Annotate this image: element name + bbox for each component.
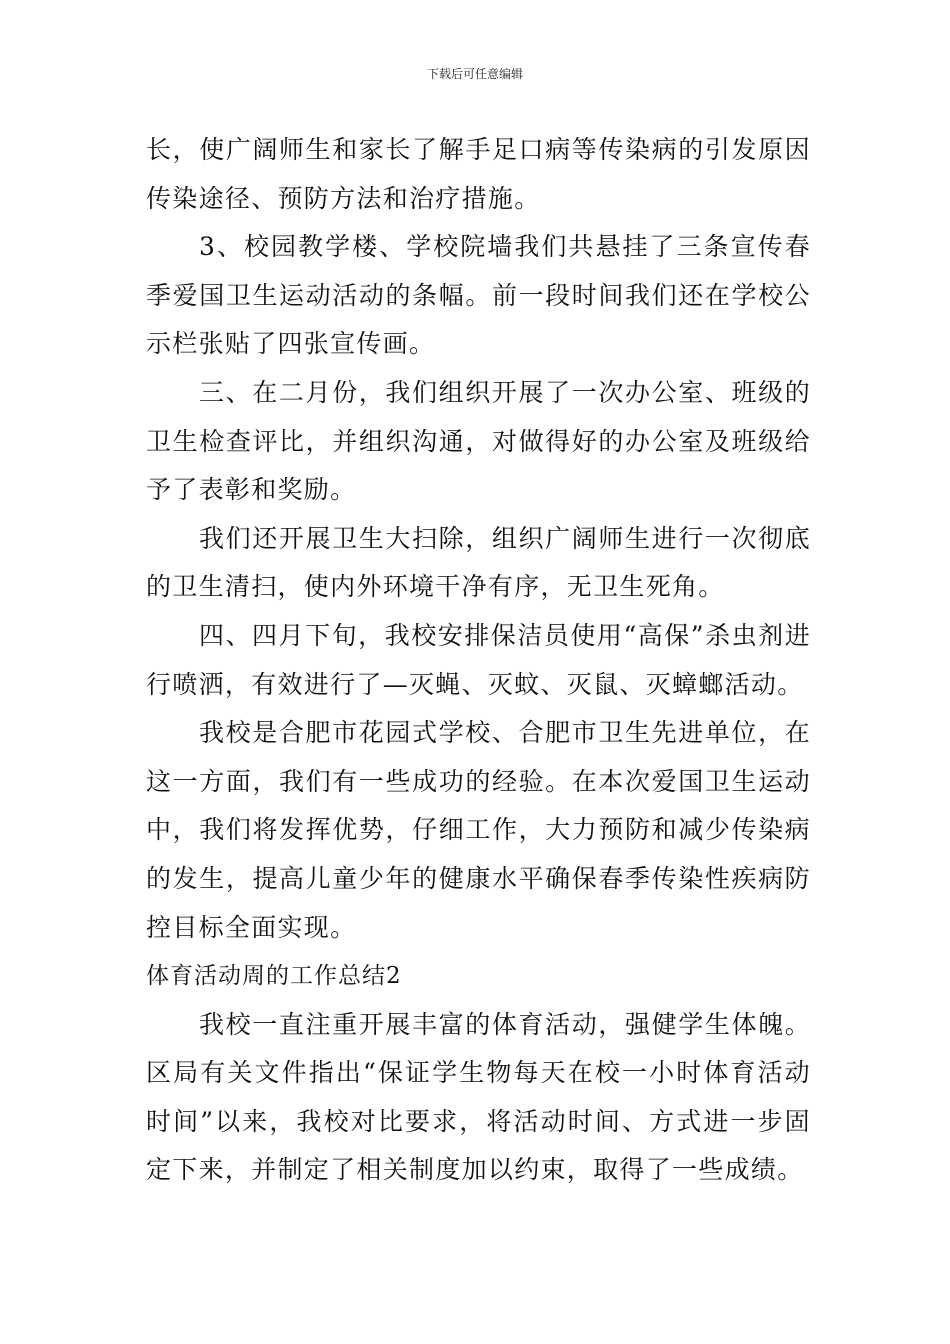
paragraph-spraying: 四、四月下旬，我校安排保洁员使用“高保”杀虫剂进行喷洒，有效进行了—灭蝇、灭蚊、灭鼠、灭蟑螂活动。 [146, 620, 811, 699]
paragraph-banners: 3、校园教学楼、学校院墙我们共悬挂了三条宣传春季爱国卫生运动活动的条幅。前一段时间我们还在学校公示栏张贴了四张宣传画。 [146, 232, 811, 359]
page-header-note: 下载后可任意编辑 [426, 67, 523, 81]
paragraph-continuation: 长，使广阔师生和家长了解手足口病等传染病的引发原因传染途径、预防方法和治疗措施。 [146, 135, 811, 213]
paragraph-cleanup: 我们还开展卫生大扫除，组织广阔师生进行一次彻底的卫生清扫，使内外环境干净有序，无卫生死角。 [146, 523, 811, 602]
paragraph-inspection: 三、在二月份，我们组织开展了一次办公室、班级的卫生检查评比，并组织沟通，对做得好的办公室及班级给予了表彰和奖励。 [146, 377, 811, 505]
document-body [146, 126, 811, 1195]
paragraph-sports-intro: 我校一直注重开展丰富的体育活动，强健学生体魄。区局有关文件指出“保证学生物每天在校一小时体育活动时间”以来，我校对比要求，将活动时间、方式进一步固定下来，并制定了相关制度加以约束，取得了一些成绩。 [146, 1009, 811, 1185]
section-title: 体育活动周的工作总结2 [146, 963, 402, 990]
paragraph-summary: 我校是合肥市花园式学校、合肥市卫生先进单位，在这一方面，我们有一些成功的经验。在本次爱国卫生运动中，我们将发挥优势，仔细工作，大力预防和减少传染病的发生，提高儿童少年的健康水平确保春季传染性疾病防控目标全面实现。 [146, 718, 811, 942]
